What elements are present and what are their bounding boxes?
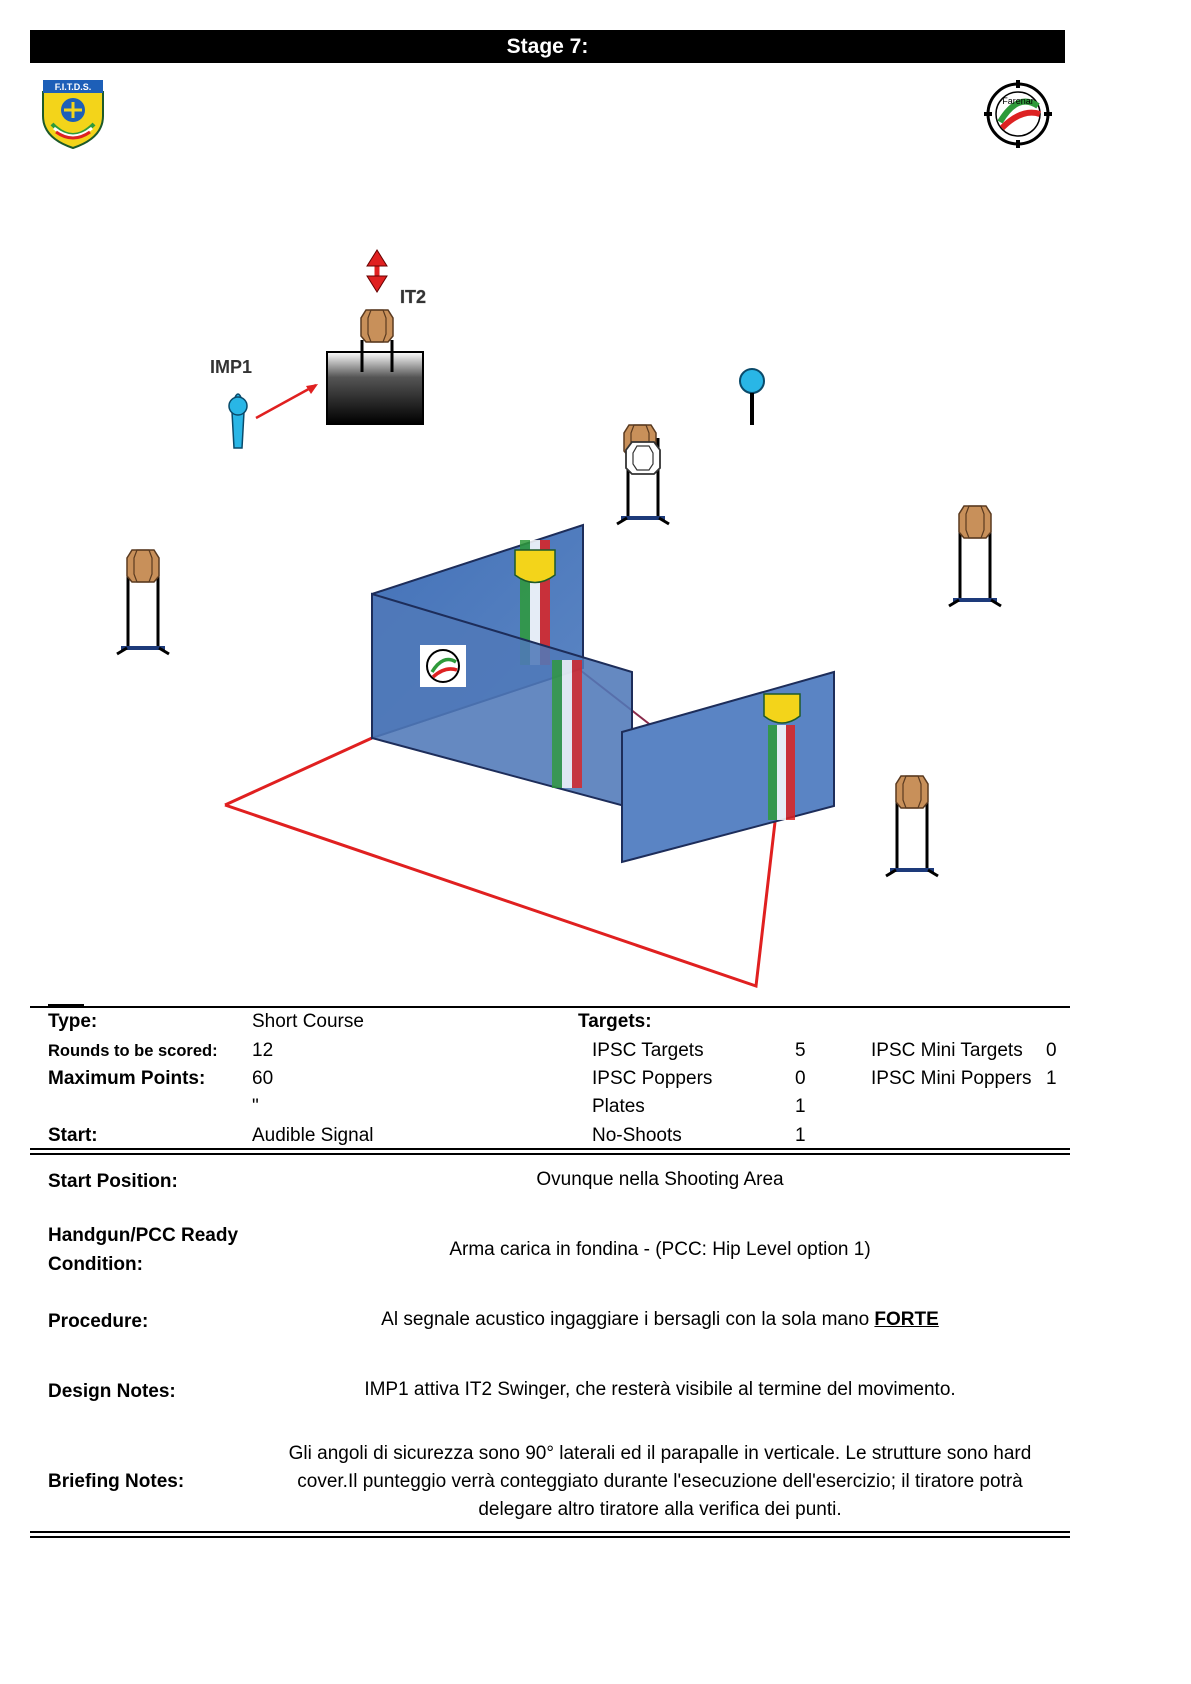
type-value: Short Course [252, 1011, 364, 1032]
procedure-emphasis: FORTE [874, 1309, 939, 1330]
target-type-name: No-Shoots [592, 1125, 682, 1146]
start-label: Start: [48, 1125, 98, 1146]
target-type-count: 1 [795, 1096, 806, 1117]
targets-label: Targets: [578, 1011, 652, 1032]
target-type-count: 1 [795, 1125, 806, 1146]
steel-plate [740, 369, 764, 425]
rounds-label: Rounds to be scored: [48, 1042, 218, 1060]
procedure-main: Al segnale acustico ingaggiare i bersagli con la sola mano [381, 1309, 870, 1330]
farenar-logo-text: Farenar [1002, 96, 1034, 106]
design-notes-label: Design Notes: [48, 1381, 176, 1402]
briefing-notes-line: Gli angoli di sicurezza sono 90° laterali ed il parapalle in verticale. Le strutture sono hard [288, 1443, 1032, 1464]
mini-target-name: IPSC Mini Poppers [871, 1068, 1032, 1089]
ready-condition-label-line2: Condition: [48, 1254, 143, 1275]
mini-target-count: 1 [1046, 1068, 1057, 1089]
ipsc-target-bottom-right [886, 776, 938, 876]
ipsc-target-right [949, 506, 1001, 606]
target-type-count: 0 [795, 1068, 806, 1089]
mini-target-name: IPSC Mini Targets [871, 1040, 1023, 1061]
start-position-label: Start Position: [48, 1171, 178, 1192]
mini-target-count: 0 [1046, 1040, 1057, 1061]
target-type-name: Plates [592, 1096, 645, 1117]
points-value: 60 [252, 1068, 274, 1089]
table-top-rule [30, 1006, 1070, 1008]
procedure-text [250, 1306, 1070, 1334]
procedure-label: Procedure: [48, 1311, 149, 1332]
stage-title: Stage 7: [30, 30, 1065, 63]
target-type-name: IPSC Poppers [592, 1068, 713, 1089]
ready-condition-text: Arma carica in fondina - (PCC: Hip Level option 1) [449, 1239, 871, 1260]
imp1-popper [229, 384, 318, 448]
start-value: Audible Signal [252, 1125, 374, 1146]
start-position-text: Ovunque nella Shooting Area [536, 1169, 784, 1190]
briefing-notes-line: cover.Il punteggio verrà conteggiato durante l'esecuzione dell'esercizio; il tiratore potrà [297, 1471, 1023, 1492]
target-type-count: 5 [795, 1040, 806, 1061]
svg-text:F.I.T.D.S.: F.I.T.D.S. [54, 82, 92, 92]
rounds-value: 12 [252, 1040, 274, 1061]
points-label: Maximum Points: [48, 1068, 206, 1089]
briefing-notes-line: delegare altro tiratore alla verifica dei punti. [478, 1499, 842, 1520]
swinger-box [327, 352, 423, 424]
it2-swinger [327, 250, 423, 424]
table-mid-rule [30, 1148, 1070, 1150]
it2-label: IT2 [400, 287, 427, 307]
table-bottom-rule [30, 1536, 1070, 1538]
type-label: Type: [48, 1011, 98, 1032]
wall-right [622, 672, 834, 862]
briefing-notes-label: Briefing Notes: [48, 1471, 185, 1492]
ready-condition-label-line1: Handgun/PCC Ready [48, 1225, 239, 1246]
design-notes-text: IMP1 attiva IT2 Swinger, che resterà visibile al termine del movimento. [364, 1379, 956, 1400]
ipsc-target-left [117, 550, 169, 654]
table-top-rule-tab [48, 1004, 84, 1006]
fault-line [225, 738, 372, 805]
ipsc-target-with-no-shoot [617, 425, 669, 524]
table-bottom-rule [30, 1531, 1070, 1533]
imp1-label: IMP1 [210, 357, 253, 377]
table-mid-rule [30, 1153, 1070, 1155]
target-type-name: IPSC Targets [592, 1040, 704, 1061]
blank-value: " [252, 1096, 259, 1117]
